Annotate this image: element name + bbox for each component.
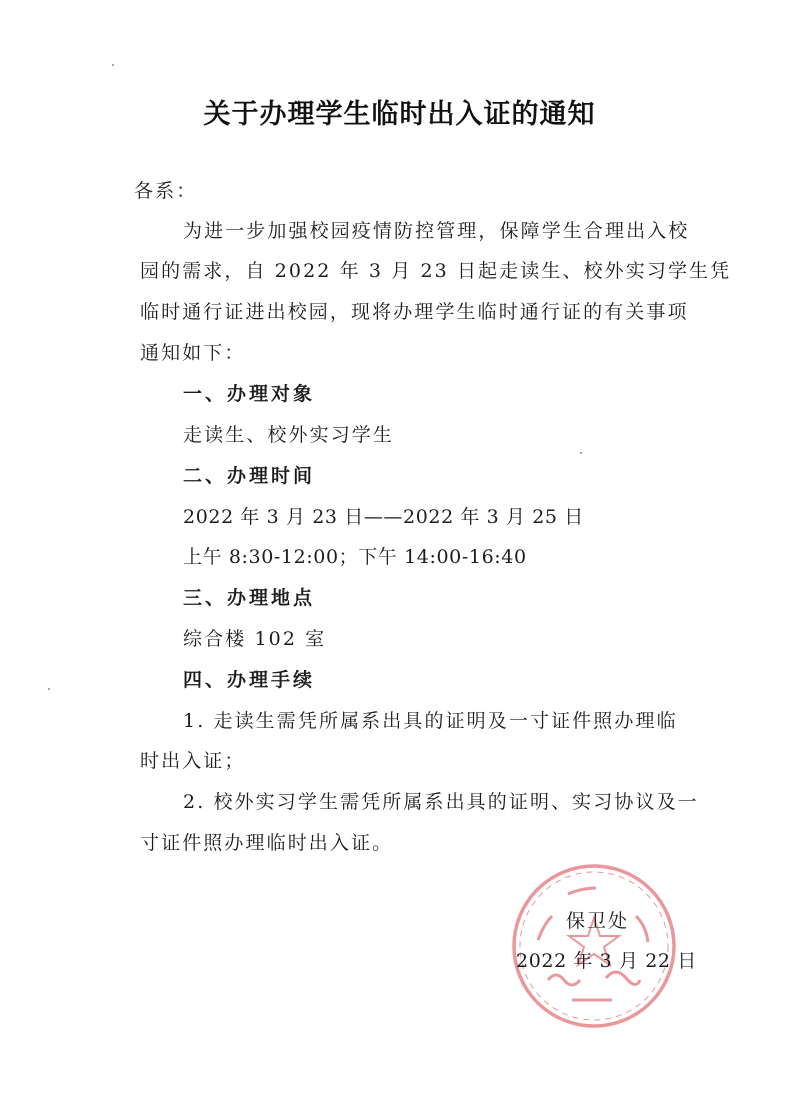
seal-stroke-d [636,916,648,942]
scan-speck [48,688,50,690]
section-1-line-1: 走读生、校外实习学生 [183,424,395,446]
section-4-line-4: 寸证件照办理临时出入证。 [140,832,394,854]
section-2-line-2: 上午 8:30-12:00；下午 14:00-16:40 [183,546,527,568]
intro-line-3: 临时通行证进出校园，现将办理学生临时通行证的有关事项 [140,301,689,323]
seal-outer-ring [514,866,674,1026]
seal-stroke-a [548,975,580,985]
salutation: 各系： [134,180,198,202]
seal-stroke-b [606,972,640,985]
scan-speck [112,64,114,66]
intro-line-4: 通知如下： [140,342,246,364]
section-heading-1: 一、办理对象 [183,383,316,405]
section-heading-3: 三、办理地点 [183,587,316,609]
section-4-line-1: 1. 走读生需凭所属系出具的证明及一寸证件照办理临 [183,710,678,732]
section-3-line-1: 综合楼 102 室 [183,628,327,650]
seal-inner-ring [520,872,668,1020]
scan-speck [580,452,582,454]
intro-line-2: 园的需求，自 2022 年 3 月 23 日起走读生、校外实习学生凭 [140,260,732,282]
section-4-line-3: 2. 校外实习学生需凭所属系出具的证明、实习协议及一 [183,791,699,813]
official-seal [508,860,680,1032]
seal-stroke-c [538,916,552,940]
section-heading-2: 二、办理时间 [183,465,316,487]
section-2-line-1: 2022 年 3 月 23 日——2022 年 3 月 25 日 [183,506,584,528]
section-heading-4: 四、办理手续 [183,669,316,691]
document-title: 关于办理学生临时出入证的通知 [203,99,596,130]
issuer: 保卫处 [566,910,630,932]
intro-line-1: 为进一步加强校园疫情防控管理，保障学生合理出入校 [183,220,690,242]
section-4-line-2: 时出入证； [140,750,246,772]
seal-stroke-e [568,888,596,894]
issue-date: 2022 年 3 月 22 日 [516,950,697,972]
